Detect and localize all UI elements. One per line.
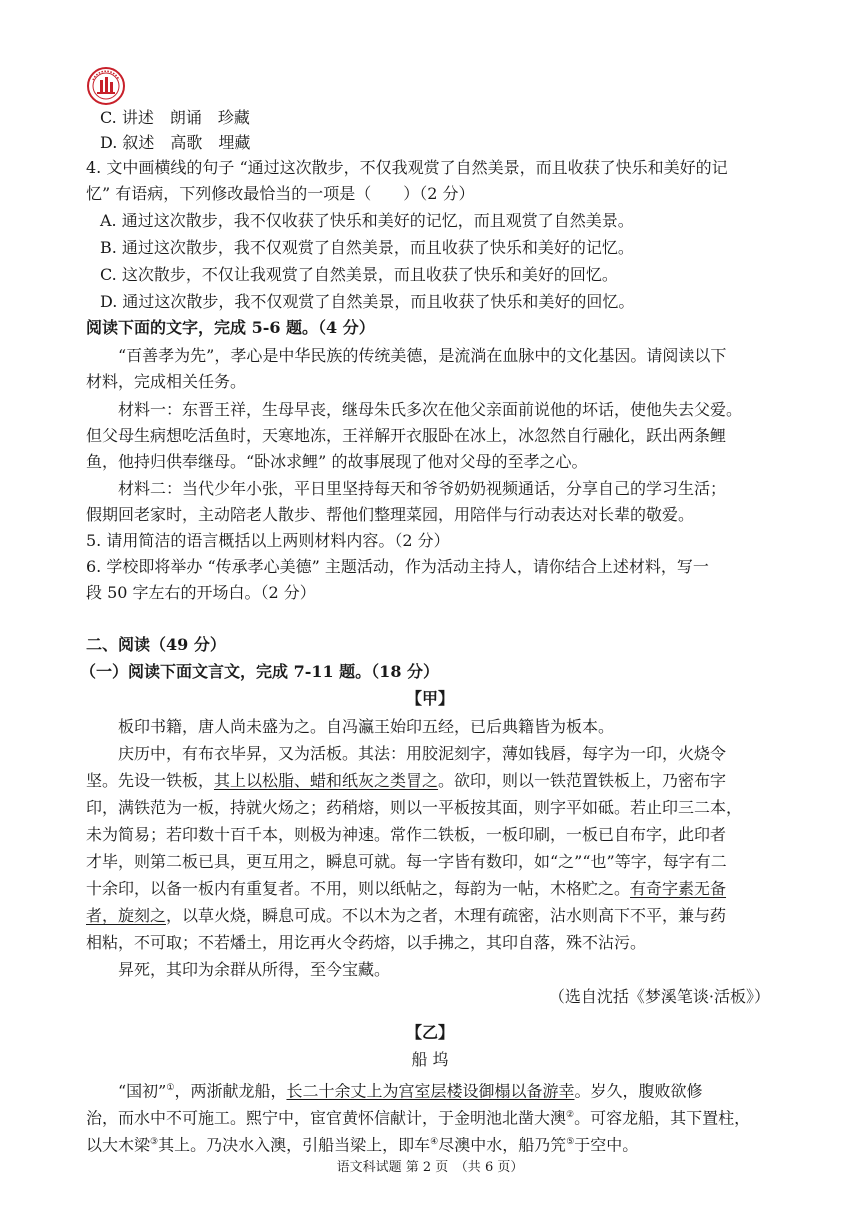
yi-title: 船 坞: [411, 1050, 449, 1069]
material2-line1: 材料二：当代少年小张，平日里坚持每天和爷爷奶奶视频通话，分享自己的学习生活；: [118, 479, 727, 498]
jia-p2-line7-b: ，以草火烧，瞬息可成。不以木为之者，木理有疏密，沾水则高下不平，兼与药: [166, 906, 727, 925]
q4-stem-line2: 忆” 有语病，下列修改最恰当的一项是（ ）（2 分）: [86, 184, 475, 203]
jia-p2-line2-a: 坚。先设一铁板，: [86, 771, 215, 790]
yi-p1-line2-b: 。可容龙船，其下置柱，: [574, 1108, 751, 1128]
jia-p2-line1: 庆历中，有布衣毕昇，又为活板。其法：用胶泥刻字，薄如钱唇，每字为一印，火烧令: [118, 744, 727, 763]
section-2-sub-heading: （一）阅读下面文言文，完成 7-11 题。（18 分）: [80, 662, 440, 681]
school-seal-logo: [86, 66, 126, 106]
yi-label: 【乙】: [405, 1023, 454, 1042]
yi-p1-line3-a: 以大木梁: [86, 1135, 151, 1155]
jia-p2-line3: 印，满铁范为一板，持就火炀之；药稍熔，则以一平板按其面，则字平如砥。若止印三二本，: [86, 798, 743, 817]
question-6-line1: 6. 学校即将举办 “传承孝心美德” 主题活动，作为活动主持人，请你结合上述材料，写一: [86, 557, 709, 576]
material1-line2: 但父母生病想吃活鱼时，天寒地冻，王祥解开衣服卧在冰上，冰忽然自行融化，跃出两条鲤: [86, 426, 727, 445]
reading-5-6-heading: 阅读下面的文字，完成 5-6 题。（4 分）: [86, 318, 375, 337]
jia-p2-line2-b: 。欲印，则以一铁范置铁板上，乃密布字: [438, 771, 727, 790]
question-6-line2: 段 50 字左右的开场白。（2 分）: [86, 583, 316, 602]
yi-p1-line3-b: 其上。乃决水入澳，引船当梁上，即车: [158, 1135, 431, 1155]
note-2-marker: ②: [566, 1110, 575, 1120]
jia-source: （选自沈括《梦溪笔谈·活板》）: [548, 987, 770, 1006]
yi-p1-line1: [118, 1077, 703, 1102]
jia-p1: 板印书籍，唐人尚未盛为之。自冯瀛王始印五经，已后典籍皆为板本。: [118, 717, 615, 736]
yi-p1-line3-d: 于空中。: [574, 1135, 639, 1155]
page-footer: 语文科试题 第 2 页 （共 6 页）: [336, 1160, 524, 1175]
jia-p2-line4: 未为简易；若印数十百千本，则极为神速。常作二铁板，一板印刷，一板已自布字，此印者: [86, 825, 727, 844]
q4-option-a: A. 通过这次散步，我不仅收获了快乐和美好的记忆，而且观赏了自然美景。: [100, 211, 634, 230]
yi-p1-line3-c: 尽澳中水，船乃笐: [438, 1135, 567, 1155]
material1-line3: 鱼，他持归供奉继母。“卧冰求鲤” 的故事展现了他对父母的至孝之心。: [86, 452, 588, 471]
jia-p2-line8: 相粘，不可取；不若燔土，用讫再火令药熔，以手拂之，其印自落，殊不沾污。: [86, 933, 647, 952]
q4-stem-line1: 4. 文中画横线的句子 “通过这次散步，不仅我观赏了自然美景，而且收获了快乐和美好的记: [86, 158, 728, 177]
yi-p1-line2: [86, 1104, 750, 1129]
jia-p2-line7: [86, 905, 726, 927]
jia-p2-line2: [86, 770, 726, 792]
note-4-marker: ④: [430, 1137, 439, 1147]
jia-p2-line6: [86, 878, 726, 900]
material1-line1: 材料一：东晋王祥，生母早丧，继母朱氏多次在他父亲面前说他的坏话，使他失去父爱。: [118, 400, 743, 419]
jia-underlined-sentence-2b: 者，旋刻之: [86, 906, 167, 925]
jia-label: 【甲】: [405, 689, 454, 708]
jia-p3: 昇死，其印为余群从所得，至今宝藏。: [118, 960, 391, 979]
q4-option-c: C. 这次散步，不仅让我观赏了自然美景，而且收获了快乐和美好的回忆。: [100, 265, 618, 284]
intro-line2: 材料，完成相关任务。: [86, 372, 247, 391]
section-2-heading: 二、阅读（49 分）: [86, 635, 226, 654]
q3-option-c: C. 讲述 朗诵 珍藏: [100, 108, 250, 127]
note-1-marker: ①: [166, 1083, 175, 1093]
yi-p1-line2-a: 治，而水中不可施工。熙宁中，宦官黄怀信献计，于金明池北凿大澳: [86, 1108, 567, 1128]
note-5-marker: ⑤: [566, 1137, 575, 1147]
q4-option-d: D. 通过这次散步，我不仅观赏了自然美景，而且收获了快乐和美好的回忆。: [100, 292, 635, 311]
yi-p1-line3: [86, 1131, 638, 1156]
yi-p1-line1-c: 。岁久，腹败欲修: [574, 1081, 703, 1101]
q4-option-b: B. 通过这次散步，我不仅观赏了自然美景，而且收获了快乐和美好的记忆。: [100, 238, 634, 257]
yi-p1-line1-a: “国初”: [118, 1081, 167, 1101]
question-5: 5. 请用简洁的语言概括以上两则材料内容。（2 分）: [86, 531, 450, 550]
jia-underlined-sentence-2a: 有奇字素无备: [630, 879, 727, 898]
yi-underlined-sentence: 长二十余丈上为宫室层楼设御榻以备游幸: [286, 1081, 575, 1101]
note-3-marker: ③: [150, 1137, 159, 1147]
jia-underlined-sentence-1: 其上以松脂、蜡和纸灰之类冒之: [214, 771, 439, 790]
jia-p2-line6-a: 十余印，以备一板内有重复者。不用，则以纸帖之，每韵为一帖，木格贮之。: [86, 879, 631, 898]
yi-p1-line1-b: ，两浙献龙船，: [174, 1081, 287, 1101]
material2-line2: 假期回老家时，主动陪老人散步、帮他们整理菜园，用陪伴与行动表达对长辈的敬爱。: [86, 505, 695, 524]
jia-p2-line5: 才毕，则第二板已具，更互用之，瞬息可就。每一字皆有数印，如“之”“也”等字，每字有二: [86, 852, 727, 871]
q3-option-d: D. 叙述 高歌 埋藏: [100, 133, 251, 152]
intro-line1: “百善孝为先”，孝心是中华民族的传统美德，是流淌在血脉中的文化基因。请阅读以下: [118, 346, 727, 365]
